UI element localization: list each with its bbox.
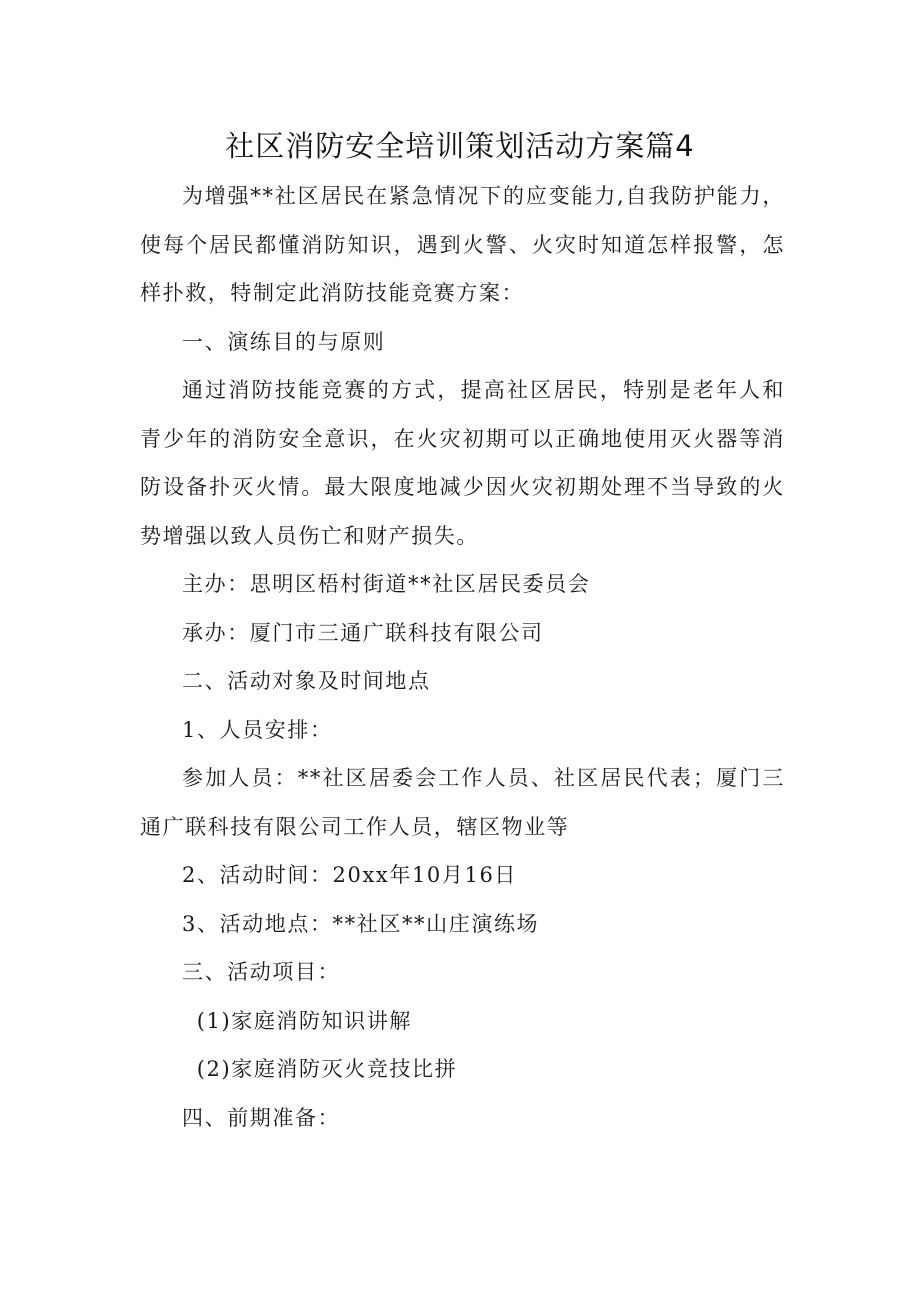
section-heading-2: 二、活动对象及时间地点 xyxy=(182,669,431,693)
document-body xyxy=(140,172,785,1142)
organizer-line: 主办：思明区梧村街道**社区居民委员会 xyxy=(182,572,591,596)
section-heading-1: 一、演练目的与原则 xyxy=(182,329,386,354)
co-organizer-line: 承办：厦门市三通广联科技有限公司 xyxy=(182,620,544,645)
intro-paragraph: 为增强**社区居民在紧急情况下的应变能力,自我防护能力，使每个居民都懂消防知识，遇到火警、火灾时知道怎样报警，怎样扑救，特制定此消防技能竞赛方案： xyxy=(140,184,785,305)
activity-item-2: (2)家庭消防灭火竞技比拼 xyxy=(196,1057,458,1081)
activity-time: 2、活动时间：20xx年10月16日 xyxy=(182,863,518,887)
activity-item-1: (1)家庭消防知识讲解 xyxy=(196,1008,413,1033)
section-heading-4: 四、前期准备： xyxy=(182,1105,341,1130)
personnel-heading: 1、人员安排： xyxy=(182,717,333,742)
section-heading-3: 三、活动项目： xyxy=(182,960,341,984)
purpose-paragraph: 通过消防技能竞赛的方式，提高社区居民，特别是老年人和青少年的消防安全意识，在火灾初期可以正确地使用灭火器等消防设备扑灭火情。最大限度地减少因火灾初期处理不当导致的火势增强以致人员伤亡和财产损失。 xyxy=(140,378,785,548)
participants-paragraph: 参加人员：**社区居委会工作人员、社区居民代表；厦门三通广联科技有限公司工作人员，辖区物业等 xyxy=(140,766,785,839)
document-title: 社区消防安全培训策划活动方案篇4 xyxy=(225,129,695,163)
activity-location: 3、活动地点：**社区**山庄演练场 xyxy=(182,911,540,936)
